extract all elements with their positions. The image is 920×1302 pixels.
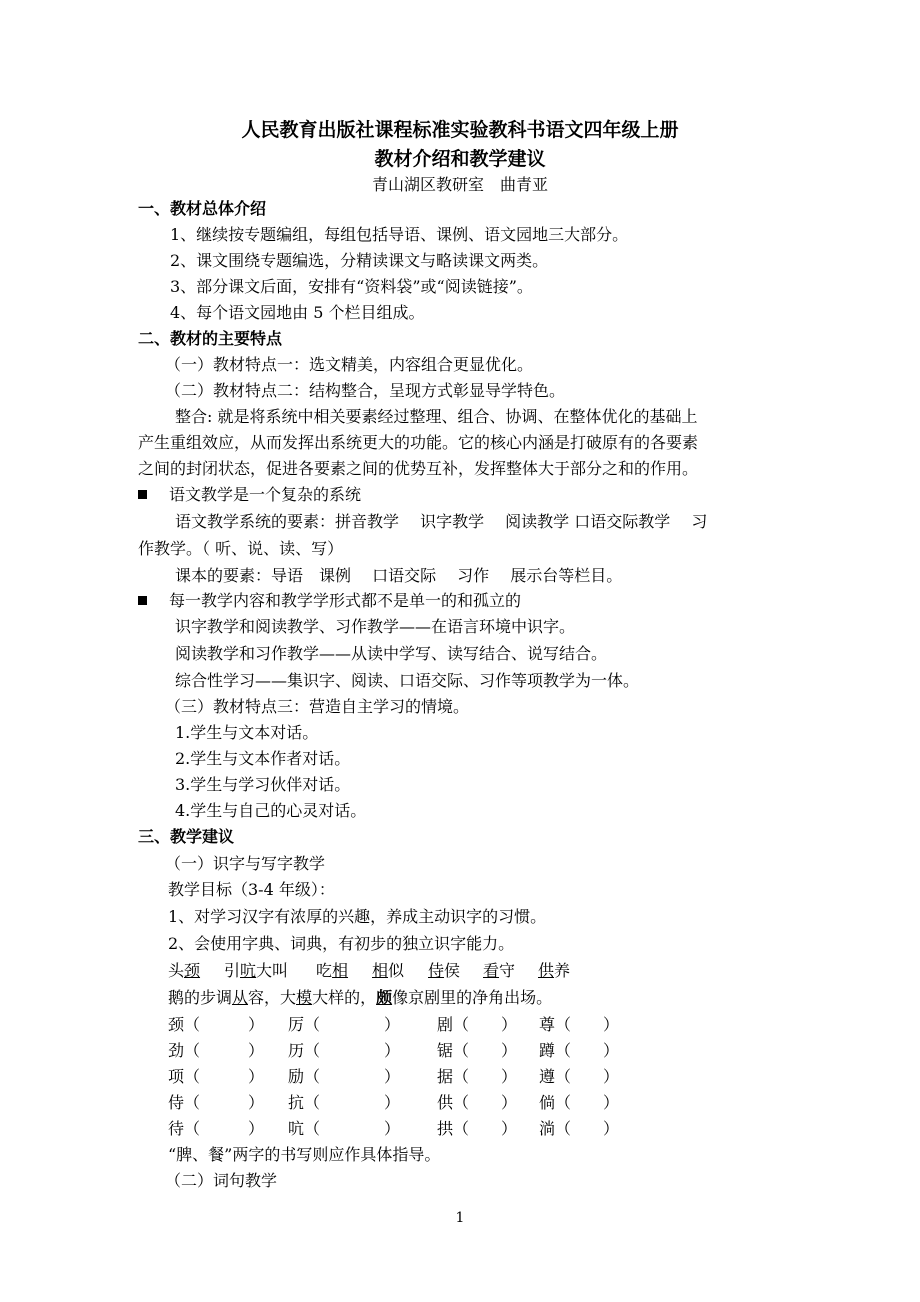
section-heading-features: 二、教材的主要特点 — [138, 329, 283, 348]
list-item: 4.学生与自己的心灵对话。 — [175, 801, 367, 820]
bullet-text: 语文教学是一个复杂的系统 — [169, 485, 362, 504]
char-cell: 据（ ） — [437, 1067, 518, 1086]
list-item: 3、部分课文后面，安排有“资料袋”或“阅读链接”。 — [170, 277, 533, 296]
paragraph-line: 语文教学系统的要素：拼音教学 识字教学 阅读教学 口语交际教学 习 — [175, 512, 708, 531]
word-example: 引吭大叫 — [224, 961, 289, 980]
feature-point-1: （一）教材特点一：选文精美，内容组合更显优化。 — [165, 355, 534, 374]
bullet-text: 每一教学内容和教学学形式都不是单一的和孤立的 — [169, 591, 522, 610]
char-cell: 锯（ ） — [437, 1041, 518, 1060]
char-cell: 颈（ ） — [168, 1015, 265, 1034]
paragraph-line: 阅读教学和习作教学——从读中学写、读写结合、说写结合。 — [175, 644, 608, 663]
subsection-heading: （一）识字与写字教学 — [165, 854, 326, 873]
char-cell: 劲（ ） — [168, 1041, 265, 1060]
paragraph-line: 综合性学习——集识字、阅读、口语交际、习作等项教学为一体。 — [175, 671, 640, 690]
paragraph-line: 整合: 就是将系统中相关要素经过整理、组合、协调、在整体优化的基础上 — [175, 407, 698, 426]
word-example: 相似 — [372, 961, 405, 980]
paragraph-line: 作教学。（ 听、说、读、写） — [138, 539, 344, 558]
char-cell: 遵（ ） — [539, 1067, 620, 1086]
page-subtitle: 教材介绍和教学建议 — [374, 148, 546, 170]
bullet-item — [138, 588, 521, 611]
list-item: 1、对学习汉字有浓厚的兴趣，养成主动识字的习惯。 — [168, 907, 547, 926]
char-cell: 吭（ ） — [288, 1119, 401, 1138]
char-cell: 剧（ ） — [437, 1015, 518, 1034]
char-cell: 侍（ ） — [168, 1093, 265, 1112]
list-item: 3.学生与学习伙伴对话。 — [175, 775, 351, 794]
char-cell: 抗（ ） — [288, 1093, 401, 1112]
paragraph-line: 产生重组效应，从而发挥出系统更大的功能。它的核心内涵是打破原有的各要素 — [138, 433, 699, 452]
char-cell: 蹲（ ） — [539, 1041, 620, 1060]
bullet-item — [138, 482, 361, 505]
char-cell: 倘（ ） — [539, 1093, 620, 1112]
page-title: 人民教育出版社课程标准实验教科书语文四年级上册 — [241, 119, 679, 141]
page-number: 1 — [455, 1210, 465, 1226]
list-item: 2.学生与文本作者对话。 — [175, 749, 351, 768]
list-item: 1.学生与文本对话。 — [175, 723, 319, 742]
square-bullet-icon — [138, 596, 147, 605]
feature-point-2: （二）教材特点二：结构整合，呈现方式彰显导学特色。 — [165, 381, 566, 400]
section-heading-suggestions: 三、教学建议 — [138, 827, 235, 846]
char-cell: 尊（ ） — [539, 1015, 620, 1034]
word-example: 供养 — [538, 961, 571, 980]
list-item: 4、每个语文园地由 5 个栏目组成。 — [170, 303, 425, 322]
word-example: 吃相 — [316, 961, 349, 980]
list-item: 2、会使用字典、词典，有初步的独立识字能力。 — [168, 934, 515, 953]
char-cell: 历（ ） — [288, 1041, 401, 1060]
subsection-heading: （二）词句教学 — [165, 1171, 278, 1190]
paragraph-line: 识字教学和阅读教学、习作教学——在语言环境中识字。 — [175, 617, 576, 636]
word-example: 头颈 — [168, 961, 201, 980]
char-cell: 供（ ） — [437, 1093, 518, 1112]
feature-point-3: （三）教材特点三：营造自主学习的情境。 — [165, 697, 470, 716]
section-heading-overview: 一、教材总体介绍 — [138, 199, 267, 218]
example-sentence: 鹅的步调从容，大模大样的，颇像京剧里的净角出场。 — [168, 988, 553, 1007]
paragraph-line: 之间的封闭状态，促进各要素之间的优势互补，发挥整体大于部分之和的作用。 — [138, 459, 699, 478]
char-cell: 淌（ ） — [539, 1119, 620, 1138]
char-cell: 励（ ） — [288, 1067, 401, 1086]
char-cell: 待（ ） — [168, 1119, 265, 1138]
author-line: 青山湖区教研室 曲青亚 — [371, 175, 548, 194]
paragraph-line: “脾、餐”两字的书写则应作具体指导。 — [168, 1145, 441, 1164]
char-cell: 项（ ） — [168, 1067, 265, 1086]
word-example: 侍侯 — [428, 961, 461, 980]
square-bullet-icon — [138, 490, 147, 499]
word-example: 看守 — [483, 961, 516, 980]
list-item: 2、课文围绕专题编选，分精读课文与略读课文两类。 — [170, 251, 549, 270]
paragraph-line: 教学目标（3-4 年级）： — [168, 880, 335, 899]
char-cell: 厉（ ） — [288, 1015, 401, 1034]
paragraph-line: 课本的要素：导语 课例 口语交际 习作 展示台等栏目。 — [175, 566, 623, 585]
list-item: 1、继续按专题编组，每组包括导语、课例、语文园地三大部分。 — [170, 225, 629, 244]
char-cell: 拱（ ） — [437, 1119, 518, 1138]
